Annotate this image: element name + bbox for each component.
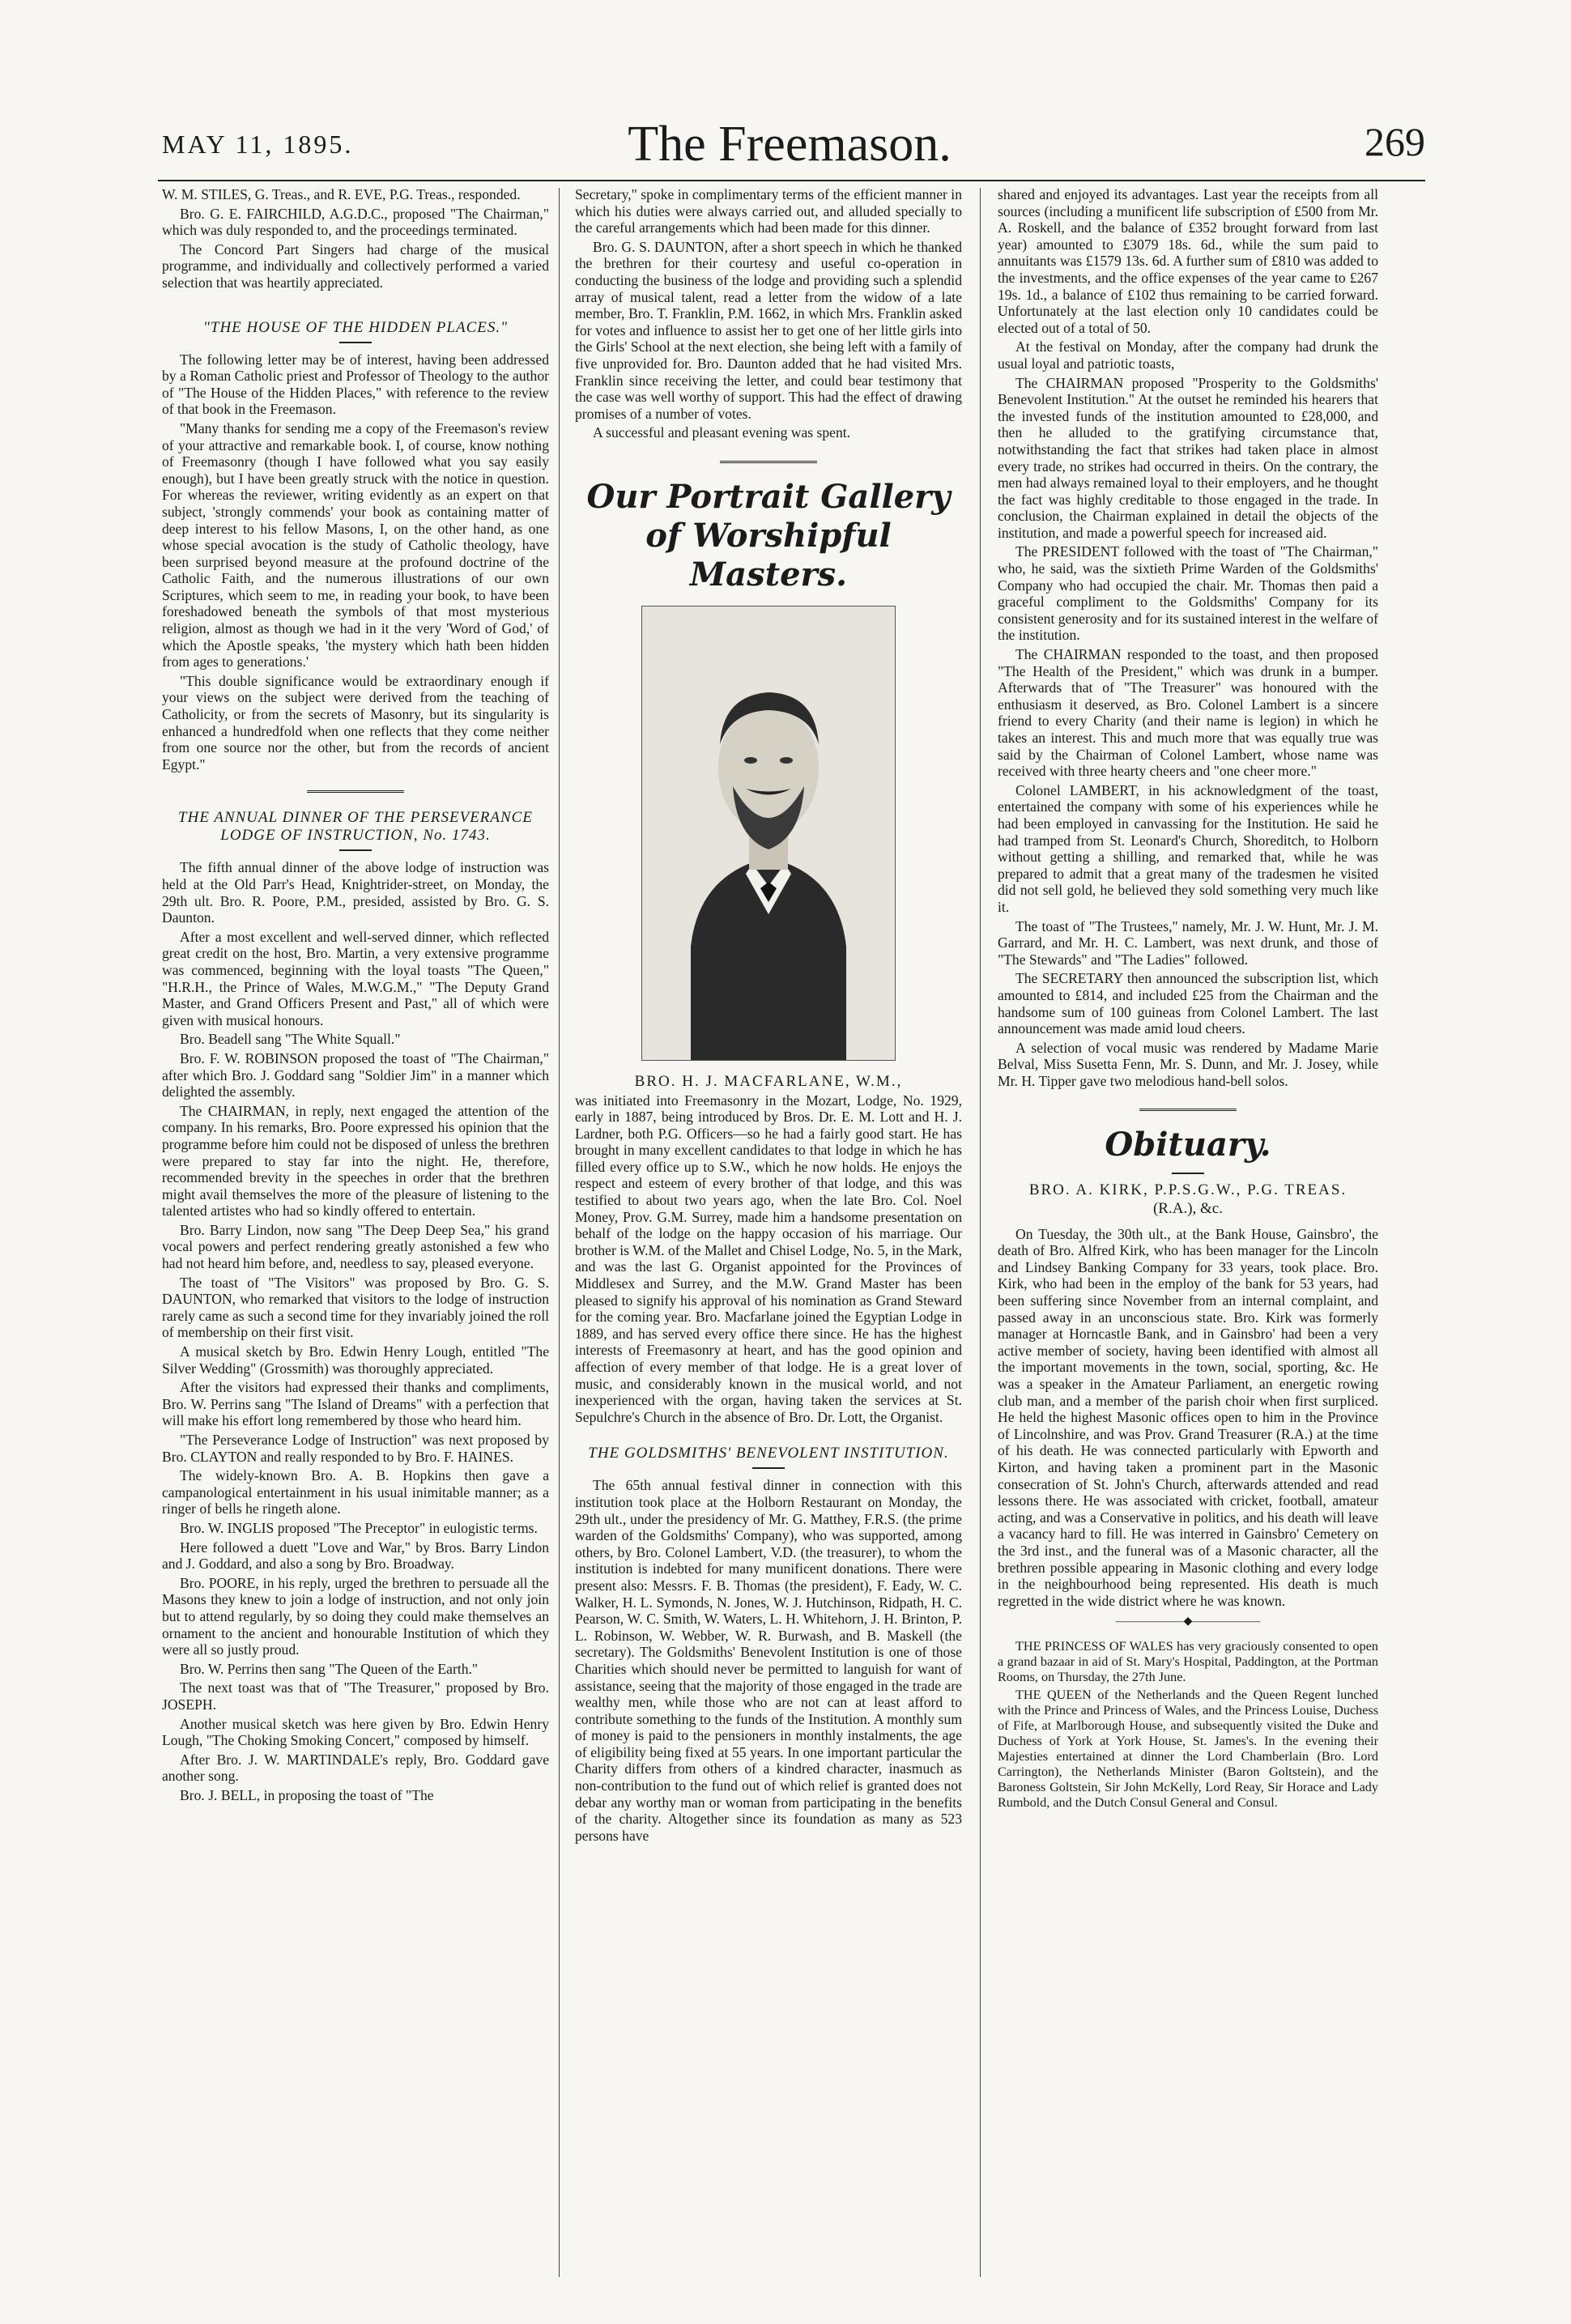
portrait-caption: BRO. H. J. MACFARLANE, W.M., — [634, 1072, 903, 1090]
newspaper-title: The Freemason. — [628, 117, 952, 172]
article-heading-perseverance-lodge: THE ANNUAL DINNER OF THE PERSEVERANCE LODGE OF INSTRUCTION, No. 1743. — [178, 809, 533, 845]
paragraph: The CHAIRMAN proposed "Prosperity to the Goldsmiths' Benevolent Institution." At the outset he reminded his hearers that the invested funds of the institution amounted to £28,000, and then he alluded to the gratifying circumstance that, notwithstanding the fact that strikes had taken place in almost every trade, no strikes had occurred in theirs. On the contrary, the men had always remained loyal to their employers, and he thought the fact was highly creditable to those engaged in the trade. In conclusion, the Chairman explained in detail the objects of the institution, and made a powerful speech for increased aid. — [998, 374, 1378, 541]
paragraph: Bro. G. S. DAUNTON, after a short speech in which he thanked the brethren for their courtesy and useful co-operation in conducting the business of the lodge and providing such a splendid array of musical talent, read a letter from the widow of a late member, Bro. T. Franklin, P.M. 1662, in which Mrs. Franklin asked for votes and influence to assist her to get one of her little girls into the Girls' School at the next election, she being left with a family of five unprovided for. Bro. Daunton added that he had visited Mrs. Franklin since receiving the letter, and could bear testimony that the case was well worthy of support. This had the effect of drawing promises of a number of votes. — [575, 238, 962, 422]
column-3 — [998, 186, 1378, 1813]
paragraph: The next toast was that of "The Treasurer," proposed by Bro. JOSEPH. — [162, 1679, 549, 1713]
paragraph: The widely-known Bro. A. B. Hopkins then gave a campanological entertainment in his usual inimitable manner; as a ringer of bells he ringeth alone. — [162, 1467, 549, 1517]
short-rule — [339, 849, 372, 851]
paragraph: After the visitors had expressed their thanks and compliments, Bro. W. Perrins sang "The Island of Dreams" with a perfection that will make his effort long remembered by those who heard him. — [162, 1379, 549, 1429]
article-heading-hidden-places: "THE HOUSE OF THE HIDDEN PLACES." — [202, 318, 509, 336]
portrait-gallery-heading: Our Portrait Gallery of Worshipful Masters. — [586, 477, 951, 594]
paragraph: Bro. Beadell sang "The White Squall." — [180, 1031, 401, 1048]
column-2 — [575, 186, 962, 1846]
news-item: THE PRINCESS OF WALES has very graciously consented to open a grand bazaar in aid of St. Mary's Hospital, Paddington, at the Portman Rooms, on Thursday, the 27th June. — [998, 1638, 1378, 1684]
paragraph: At the festival on Monday, after the company had drunk the usual loyal and patriotic toasts, — [998, 338, 1378, 372]
paragraph: Another musical sketch was here given by Bro. Edwin Henry Lough, "The Choking Smoking Concert," composed by himself. — [162, 1715, 549, 1749]
paragraph: A successful and pleasant evening was spent. — [593, 424, 851, 441]
paragraph: The SECRETARY then announced the subscription list, which amounted to £814, and included £25 from the Chairman and the handsome sum of 100 guineas from Colonel Lambert. The last announcement was made amid loud cheers. — [998, 970, 1378, 1037]
short-rule — [1172, 1173, 1204, 1174]
article-heading-goldsmiths: THE GOLDSMITHS' BENEVOLENT INSTITUTION. — [588, 1445, 949, 1462]
paragraph: The CHAIRMAN responded to the toast, and then proposed "The Health of the President," which was drunk in a bumper. Afterwards that of "The Treasurer" was honoured with the enthusiasm it deserved, as Bro. Colonel Lambert is a sincere friend to every Charity (and their name is legion) in which he takes an interest. This and much more that was equally true was said by the Chairman of Colonel Lambert, whose name was received with three hearty cheers and "one cheer more." — [998, 646, 1378, 780]
paragraph: A musical sketch by Bro. Edwin Henry Lough, entitled "The Silver Wedding" (Grossmith) was thoroughly appreciated. — [162, 1343, 549, 1377]
obituary-heading: Obituary. — [1105, 1126, 1271, 1164]
paragraph: "Many thanks for sending me a copy of the Freemason's review of your attractive and remarkable book. I, of course, know nothing of Freemasonry (though I have followed what you say easily enough), but I have been greatly struck with the notice in question. For whereas the reviewer, writing evidently as an expert on that subject, 'strongly commends' your book as containing matter of deep interest to his fellow Masons, I, on the other hand, as one whose special avocation is the study of Catholic theology, have been surprised beyond measure at the profound doctrine of the Catholic Faith, and the numerous illustrations of our own Scriptures, which seem to me, in reading your book, to have been foreshadowed beneath the symbols of that most mysterious religion, almost as though we had in it the very 'Word of God,' of which the Apostle speaks, 'the mystery which hath been hidden from ages to generations.' — [162, 419, 549, 670]
portrait-illustration — [642, 607, 895, 1060]
paragraph: Bro. F. W. ROBINSON proposed the toast of "The Chairman," after which Bro. J. Goddard sang "Soldier Jim" in a manner which delighted the assembly. — [162, 1049, 549, 1100]
issue-date: MAY 11, 1895. — [162, 130, 354, 159]
paragraph: Secretary," spoke in complimentary terms of the efficient manner in which his duties were always carried out, and alluded specially to the careful arrangements which had been made for this dinner. — [575, 186, 962, 236]
paragraph: Bro. Barry Lindon, now sang "The Deep Deep Sea," his grand vocal powers and perfect rendering greatly astonished a few who had not heard him before, and, needless to say, pleased everyone. — [162, 1221, 549, 1272]
paragraph: The toast of "The Trustees," namely, Mr. J. W. Hunt, Mr. J. M. Garrard, and Mr. H. C. Lambert, was next drunk, and those of "The Stewards" and "The Ladies" followed. — [998, 917, 1378, 968]
paragraph: Bro. W. Perrins then sang "The Queen of the Earth." — [180, 1660, 479, 1677]
paragraph: "The Perseverance Lodge of Instruction" was next proposed by Bro. CLAYTON and really responded to by Bro. F. HAINES. — [162, 1432, 549, 1465]
ornament-divider: ——————◆—————— — [1115, 1615, 1261, 1628]
column-divider — [980, 188, 981, 2277]
masthead — [154, 115, 1425, 180]
section-rule — [307, 790, 404, 793]
paragraph: The following letter may be of interest, having been addressed by a Roman Catholic priest and Professor of Theology to the author of "The House of the Hidden Places," with reference to the review of that book in the Freemason. — [162, 351, 549, 418]
news-item: THE QUEEN of the Netherlands and the Queen Regent lunched with the Prince and Princess of Wales, and the Princess Louise, Duchess of Fife, at Marlborough House, and subsequently visited the Duke and Duchess of York at York House, St. James's. In the evening their Majesties entertained at dinner the Lord Chamberlain (Bro. Lord Carrington), the Netherlands Minister (Baron Goltstein), and the Baroness Goltstein, Sir John McKelly, Lord Reay, Sir Horace and Lady Rumbold, and the Dutch Consul General and Consul. — [998, 1687, 1378, 1810]
short-rule — [339, 342, 372, 343]
news-items — [998, 1639, 1378, 1811]
section-rule — [1139, 1109, 1237, 1111]
section-rule — [720, 461, 817, 463]
paragraph: "This double significance would be extraordinary enough if your views on the subject were derived from the teaching of Catholicity, or from the secrets of Masonry, but its singularity is enhanced a hundredfold when one reflects that they come neither from one source nor the other, but from the records of ancient Egypt." — [162, 672, 549, 773]
paragraph: Colonel LAMBERT, in his acknowledgment of the toast, entertained the company with some of his experiences while he had been employed in canvassing for the Institution. He said he had tramped from St. Leonard's Church, Shoreditch, to Holborn without getting a shilling, and remarked that, while he was prepared to admit that a great many of the tradesmen he visited did not sell gold, he believed they sold something very much like it. — [998, 781, 1378, 915]
column-divider — [559, 188, 560, 2277]
portrait-engraving — [641, 606, 896, 1061]
paragraph: The fifth annual dinner of the above lodge of instruction was held at the Old Parr's Head, Knightrider-street, on Monday, the 29th ult. Bro. R. Poore, P.M., presided, assisted by Bro. G. S. Daunton. — [162, 859, 549, 926]
paragraph: The PRESIDENT followed with the toast of "The Chairman," who, he said, was the sixtieth Prime Warden of the Goldsmiths' Company who had occupied the chair. Mr. Thomas then paid a graceful compliment to the Goldsmiths' Company for its consistent generosity and for its sustained interest in the welfare of the institution. — [998, 543, 1379, 644]
page-number: 269 — [1365, 119, 1425, 164]
paragraph: Bro. W. INGLIS proposed "The Preceptor" in eulogistic terms. — [180, 1519, 538, 1536]
paragraph: Bro. J. BELL, in proposing the toast of "The — [180, 1786, 434, 1803]
paragraph: Here followed a duett "Love and War," by Bros. Barry Lindon and J. Goddard, and also a song by Bro. Broadway. — [162, 1539, 549, 1573]
paragraph: On Tuesday, the 30th ult., at the Bank House, Gainsbro', the death of Bro. Alfred Kirk, who has been manager for the Lincoln and Lindsey Banking Company for 33 years, took place. Bro. Kirk, who had been in the employ of the bank for 53 years, had been suffering since November from an internal complaint, and passed away in an unconscious state. Bro. Kirk was formerly manager at Horncastle Bank, and in Gainsbro' had been a very active member of society, having been identified with almost all the important movements in the town, social, sporting, &c. He was a speaker in the Amateur Parliament, an energetic rowing club man, and a member of the parish choir when first surpliced. He held the highest Masonic offices open to him in the Province of Lincolnshire, and was Prov. Grand Treasurer (R.A.) at the time of his death. He was connected particularly with Epworth and Kirton, and having taken a prominent part in the Masonic consecration of St. John's Church, afterwards attended and read lessons there. He was associated with cricket, football, amateur acting, and was a Conservative in politics, and his death will leave a vacancy hard to fill. He was interred in Gainsbro' Cemetery on the 3rd inst., and the funeral was of a Masonic character, all the brethren possible appearing in Masonic clothing and every lodge in the neighbourhood being represented. His death is much regretted in the wide district where he was known. — [998, 1225, 1378, 1609]
column-1 — [162, 186, 549, 1806]
paragraph: A selection of vocal music was rendered by Madame Marie Belval, Miss Susetta Fenn, Mr. S. Dunn, and Mr. J. Josey, while Mr. H. Tipper gave two melodious hand-bell solos. — [998, 1039, 1378, 1089]
paragraph: After a most excellent and well-served dinner, which reflected great credit on the host, Bro. Martin, a very extensive programme was commenced, beginning with the loyal toasts "The Queen," "H.R.H., the Prince of Wales, M.W.G.M.," "The Deputy Grand Master, and Grand Officers Present and Past," all of which were given with musical honours. — [162, 928, 549, 1028]
obituary-name: BRO. A. KIRK, P.P.S.G.W., P.G. TREAS. — [1028, 1181, 1347, 1199]
paragraph: After Bro. J. W. MARTINDALE's reply, Bro. Goddard gave another song. — [162, 1751, 549, 1785]
paragraph: W. M. STILES, G. Treas., and R. EVE, P.G. Treas., responded. — [162, 186, 521, 202]
paragraph: The 65th annual festival dinner in connection with this institution took place at the Holborn Restaurant on Monday, the 29th ult., under the presidency of Mr. G. Matthey, F.R.S. (the prime warden of the Goldsmiths' Company), who was supported, among others, by Bro. Colonel Lambert, V.D. (the treasurer), to whom the institution is indebted for many munificent donations. There were present also: Messrs. F. B. Thomas (the president), F. Eady, W. C. Walker, H. L. Symonds, N. Jones, W. J. Hutchinson, Ridpath, H. C. Pearson, W. C. Smith, W. Waters, L. H. Whitehorn, J. H. Brinton, P. L. Robinson, W. Webber, W. R. Burwash, and B. Maskell (the secretary). The Goldsmiths' Benevolent Institution is one of those Charities which should never be permitted to languish for want of assistance, seeing that the majority of those engaged in the trade are wealthy men, while those who are not can at least afford to contribute something to the funds of the Institution. A monthly sum of money is paid to the pensioners in monthly instalments, the age of eligibility being fixed at 55 years. In one important particular the Charity differs from others of a kindred character, inasmuch as non-contribution to the fund out of which relief is granted does not debar any worthy man or woman from participating in the benefits of the charity. Altogether since its foundation as many as 523 persons have — [575, 1477, 962, 1844]
paragraph: Bro. POORE, in his reply, urged the brethren to persuade all the Masons they knew to join a lodge of instruction, and not only join but to attend regularly, by so doing they could make themselves an ornament to the ancient and honourable Institution of which they were all so justly proud. — [162, 1574, 549, 1658]
paragraph: The CHAIRMAN, in reply, next engaged the attention of the company. In his remarks, Bro. Poore expressed his opinion that the programme before him could not be disposed of unless the brethren were prepared to stay far into the night. He, therefore, recommended brevity in the speeches in order that the brethren might avail themselves the more of the pleasure of listening to the talented artistes who had so kindly offered to entertain. — [162, 1102, 549, 1219]
paragraph: was initiated into Freemasonry in the Mozart, Lodge, No. 1929, early in 1887, being introduced by Bros. Dr. E. M. Lott and H. J. Lardner, both P.G. Officers—so he had a fairly good start. He has brought in many excellent candidates to that lodge in which he has filled every office up to S.W., which he now holds. He enjoys the respect and esteem of every brother of that lodge, and this was testified to about two years ago, when the late Bro. Col. Noel Money, Prov. G.M. Surrey, made him a handsome presentation on behalf of the lodge on the happy occasion of his marriage. Our brother is W.M. of the Mallet and Chisel Lodge, No. 5, in the Mark, and was the last G. Organist appointed for the Provinces of Middlesex and Surrey, and the M.W. Grand Master has been pleased to signify his approval of his nomination as Grand Steward for the coming year. Bro. Macfarlane joined the Egyptian Lodge in 1889, and has served every office there since. He has the highest interests of Freemasonry at heart, and has the good opinion and affection of every member of that lodge. He is a great lover of music, and considerably known in the musical world, and not inexperienced with the organ, having taken the services at St. Sepulchre's Church in the absence of Bro. Dr. Lott, the Organist. — [575, 1092, 962, 1425]
paragraph: Bro. G. E. FAIRCHILD, A.G.D.C., proposed "The Chairman," which was duly responded to, and the proceedings terminated. — [162, 205, 549, 239]
paragraph: The toast of "The Visitors" was proposed by Bro. G. S. DAUNTON, who remarked that visitors to the lodge of instruction rarely came as such a second time for they invariably joined the roll of membership on their first visit. — [162, 1274, 549, 1341]
obituary-subtitle: (R.A.), &c. — [1152, 1200, 1223, 1218]
paragraph: shared and enjoyed its advantages. Last year the receipts from all sources (including a munificent life subscription of £500 from Mr. A. Roskell, and the balance of £352 brought forward from last year) amounted to £3079 18s. 6d., while the sum paid to annuitants was £1579 13s. 6d. A further sum of £810 was added to the investments, and the office expenses of the year came to £267 19s. 1d., a balance of £102 thus remaining to be carried forward. Unfortunately at the last election only 10 candidates could be elected out of a total of 50. — [998, 186, 1378, 336]
masthead-rule — [158, 180, 1425, 181]
paragraph: The Concord Part Singers had charge of the musical programme, and individually and collectively performed a varied selection that was heartily appreciated. — [162, 240, 549, 291]
short-rule — [752, 1467, 785, 1469]
